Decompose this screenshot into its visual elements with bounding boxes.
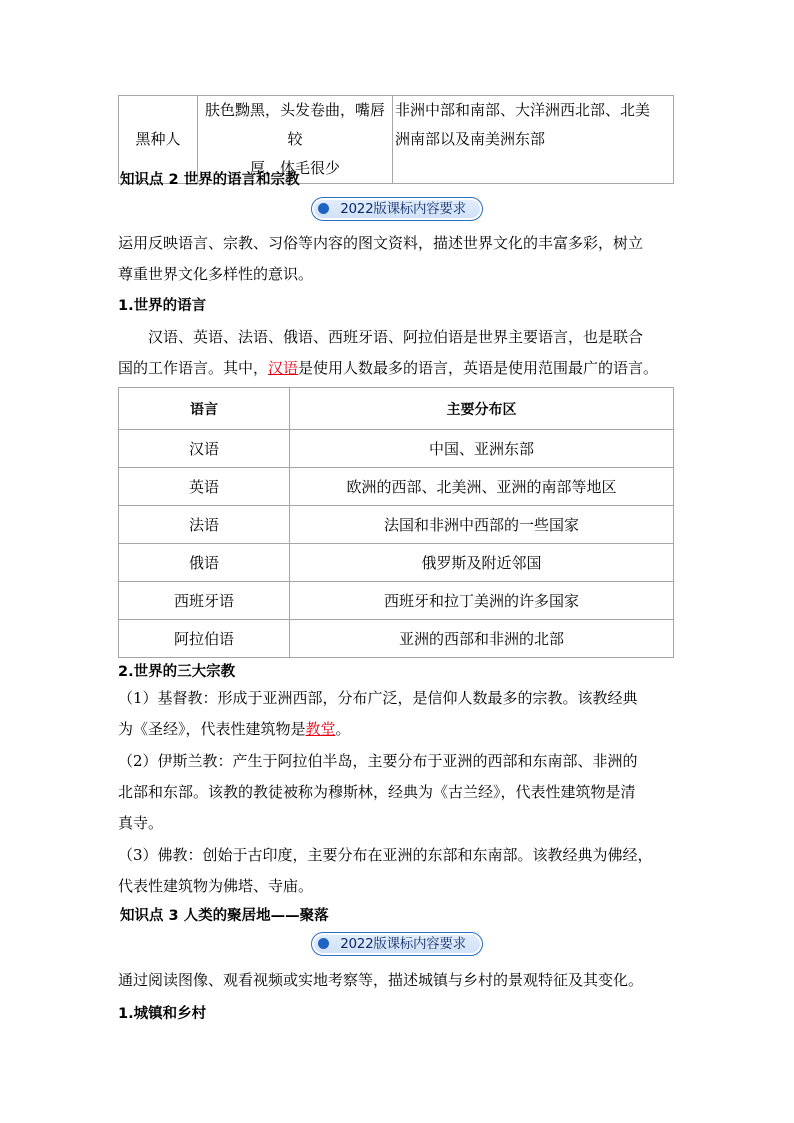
table-header: 主要分布区 [290,388,674,430]
table-cell: 中国、亚洲东部 [290,430,674,468]
text-run: 为《圣经》，代表性建筑物是 [118,720,306,738]
table-cell: 俄语 [119,544,290,582]
table-cell [393,96,674,184]
highlight-term: 教堂 [305,720,336,738]
table-header: 语言 [119,388,290,430]
cell-line: 肤色黝黑，头发卷曲，嘴唇较 [204,101,385,148]
paragraph-line [118,358,658,378]
table-cell: 俄罗斯及附近邻国 [290,544,674,582]
cell-line: 洲南部以及南美洲东部 [395,130,546,148]
table-row [119,468,674,506]
table-header-row [119,388,674,430]
section-heading-kp2: 知识点 2 世界的语言和宗教 [120,172,300,188]
paragraph-line: 代表性建筑物为佛塔、寺庙。 [118,877,314,895]
curriculum-badge [311,197,483,221]
table-cell: 西班牙语 [119,582,290,620]
curriculum-badge [311,932,483,956]
table-cell: 欧洲的西部、北美洲、亚洲的南部等地区 [290,468,674,506]
table-cell: 法语 [119,506,290,544]
paragraph-line [118,719,351,739]
paragraph-line: 运用反映语言、宗教、习俗等内容的图文资料，描述世界文化的丰富多彩，树立 [118,234,644,252]
table-cell: 汉语 [119,430,290,468]
table-row [119,620,674,658]
badge-label: 2022版课标内容要求 [340,936,466,952]
text-run: 是使用人数最多的语言，英语是使用范围最广的语言。 [298,359,659,377]
paragraph-line: 通过阅读图像、观看视频或实地考察等，描述城镇与乡村的景观特征及其变化。 [118,971,644,989]
cell-line: 非洲中部和南部、大洋洲西北部、北美 [395,101,651,119]
paragraph-line: 尊重世界文化多样性的意识。 [118,265,314,283]
table-cell: 英语 [119,468,290,506]
subsection-title: 1.世界的语言 [118,298,207,314]
cell-line: 厚，体毛很少 [249,159,340,177]
table-cell: 法国和非洲中西部的一些国家 [290,506,674,544]
table-cell: 阿拉伯语 [119,620,290,658]
table-row [119,506,674,544]
highlight-term: 汉语 [268,359,299,377]
subsection-title: 1.城镇和乡村 [118,1006,207,1022]
table-cell: 西班牙和拉丁美洲的许多国家 [290,582,674,620]
table-row [119,582,674,620]
table-cell: 黑种人 [119,96,198,184]
subsection-title: 2.世界的三大宗教 [118,664,236,680]
paragraph-line: （3）佛教：创始于古印度，主要分布在亚洲的东部和东南部。该教经典为佛经， [118,846,653,864]
text-run: 国的工作语言。其中， [118,359,269,377]
paragraph-line: 汉语、英语、法语、俄语、西班牙语、阿拉伯语是世界主要语言，也是联合 [148,328,644,346]
paragraph-line: （1）基督教：形成于亚洲西部，分布广泛，是信仰人数最多的宗教。该教经典 [118,689,638,707]
language-table [118,387,674,658]
badge-label: 2022版课标内容要求 [340,201,466,217]
text-run: 。 [335,720,351,738]
paragraph-line: （2）伊斯兰教：产生于阿拉伯半岛，主要分布于亚洲的西部和东南部、非洲的 [118,752,638,770]
table-cell: 亚洲的西部和非洲的北部 [290,620,674,658]
paragraph-line: 真寺。 [118,814,164,832]
paragraph-line: 北部和东部。该教的教徒被称为穆斯林，经典为《古兰经》，代表性建筑物是清 [118,783,636,801]
table-row [119,544,674,582]
table-row [119,430,674,468]
section-heading-kp3: 知识点 3 人类的聚居地——聚落 [120,908,329,924]
